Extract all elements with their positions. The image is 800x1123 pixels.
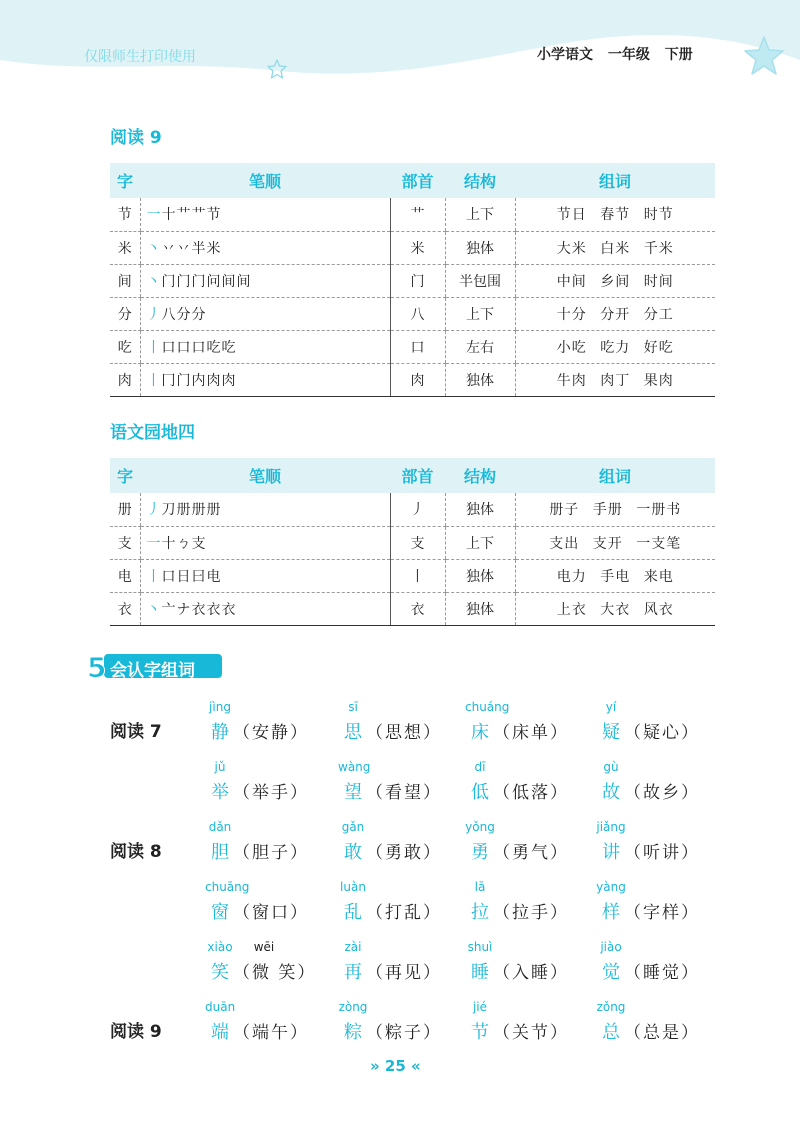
words-cell: 牛肉 肉丁 果肉	[515, 363, 715, 396]
pinyin: gǎn	[341, 820, 365, 834]
table-row	[110, 559, 715, 592]
star-icon	[266, 58, 288, 80]
words-cell: 册子 手册 一册书	[515, 493, 715, 526]
word-example: （睡觉）	[624, 963, 700, 983]
table-row	[110, 231, 715, 264]
target-char: 乱	[344, 902, 362, 923]
radical-cell: 丨	[390, 559, 445, 592]
target-char: 故	[602, 782, 620, 803]
header-char: 字	[110, 458, 140, 493]
word-entry	[596, 820, 736, 870]
table-row	[110, 592, 715, 625]
first-stroke: 丶	[146, 240, 162, 257]
structure-cell: 上下	[445, 526, 515, 559]
word-entry	[465, 940, 605, 990]
pinyin: xiào	[207, 940, 233, 954]
radical-cell: 肉	[390, 363, 445, 396]
extra-pinyin: wēi	[253, 940, 275, 954]
stroke-order-cell	[140, 297, 390, 330]
structure-cell: 独体	[445, 493, 515, 526]
word-example: （疑心）	[624, 723, 700, 743]
radical-cell: 丿	[390, 493, 445, 526]
pinyin: jié	[472, 1000, 488, 1014]
target-char: 睡	[471, 962, 489, 983]
target-char: 静	[211, 722, 229, 743]
header-stroke-order: 笔顺	[140, 163, 390, 198]
words-cell: 十分 分开 分工	[515, 297, 715, 330]
word-entry	[596, 760, 736, 810]
table-row	[110, 297, 715, 330]
first-stroke: 丶	[146, 601, 162, 618]
header-radical: 部首	[390, 458, 445, 493]
radical-cell: 衣	[390, 592, 445, 625]
header-radical: 部首	[390, 163, 445, 198]
pinyin: yàng	[596, 880, 626, 894]
pinyin: zài	[344, 940, 362, 954]
word-entry	[338, 1000, 478, 1050]
lesson-label: 阅读 9	[110, 1022, 162, 1042]
pinyin: wàng	[338, 760, 371, 774]
word-entry	[596, 700, 736, 750]
table-row	[110, 526, 715, 559]
radical-cell: 支	[390, 526, 445, 559]
word-example: （思想）	[366, 723, 442, 743]
word-entry	[465, 820, 605, 870]
word-entry	[338, 760, 478, 810]
word-example: （安静）	[233, 723, 309, 743]
stroke-order-cell	[140, 231, 390, 264]
word-entry	[465, 1000, 605, 1050]
header-char: 字	[110, 163, 140, 198]
words-cell: 电力 手电 来电	[515, 559, 715, 592]
char-cell: 节	[110, 198, 140, 231]
target-char: 望	[344, 782, 362, 803]
word-example: （勇气）	[493, 843, 569, 863]
char-cell: 册	[110, 493, 140, 526]
target-char: 节	[471, 1022, 489, 1043]
stroke-order-cell	[140, 198, 390, 231]
word-entry	[596, 940, 736, 990]
word-example: （字样）	[624, 903, 700, 923]
stroke-order-table	[110, 458, 715, 626]
structure-cell: 独体	[445, 592, 515, 625]
target-char: 思	[344, 722, 362, 743]
pinyin: jǔ	[214, 760, 226, 774]
stroke-order-cell	[140, 526, 390, 559]
pinyin: sī	[348, 700, 358, 714]
structure-cell: 独体	[445, 363, 515, 396]
first-stroke: 丨	[146, 339, 162, 356]
word-entry	[465, 880, 605, 930]
section-badge-label: 会认字组词	[110, 661, 195, 681]
target-char: 样	[602, 902, 620, 923]
pinyin: jiǎng	[596, 820, 626, 834]
target-char: 再	[344, 962, 362, 983]
first-stroke: 丨	[146, 372, 162, 389]
words-cell: 支出 支开 一支笔	[515, 526, 715, 559]
remaining-strokes: 口日曰电	[161, 568, 222, 585]
target-char: 拉	[471, 902, 489, 923]
target-char: 勇	[471, 842, 489, 863]
first-stroke: 丶	[146, 273, 162, 290]
word-example: （故乡）	[624, 783, 700, 803]
target-char: 胆	[211, 842, 229, 863]
word-example: （低落）	[493, 783, 569, 803]
word-entry	[205, 820, 345, 870]
structure-cell: 左右	[445, 330, 515, 363]
remaining-strokes: 八分分	[161, 306, 207, 323]
word-example: （胆子）	[233, 843, 309, 863]
target-char: 粽	[344, 1022, 362, 1043]
header-words: 组词	[515, 458, 715, 493]
char-cell: 间	[110, 264, 140, 297]
char-cell: 肉	[110, 363, 140, 396]
target-char: 笑	[211, 962, 229, 983]
pinyin: luàn	[340, 880, 366, 894]
char-cell: 支	[110, 526, 140, 559]
word-example: （听讲）	[624, 843, 700, 863]
word-example: （窗口）	[233, 903, 309, 923]
header-note: 仅限师生打印使用	[84, 49, 196, 65]
char-cell: 电	[110, 559, 140, 592]
header-book-title: 小学语文 一年级 下册	[537, 47, 693, 63]
word-example: （入睡）	[493, 963, 569, 983]
stroke-order-cell	[140, 493, 390, 526]
words-cell: 小吃 吃力 好吃	[515, 330, 715, 363]
word-example: （关节）	[493, 1023, 569, 1043]
remaining-strokes: 冂门内肉肉	[161, 372, 237, 389]
structure-cell: 独体	[445, 231, 515, 264]
first-stroke: 一	[146, 207, 162, 224]
pinyin: zǒng	[596, 1000, 626, 1014]
word-entry	[338, 700, 478, 750]
remaining-strokes: 口口口吃吃	[161, 339, 237, 356]
word-entry	[338, 880, 478, 930]
table-row	[110, 198, 715, 231]
first-stroke: 丿	[146, 502, 162, 519]
table-row	[110, 264, 715, 297]
target-char: 讲	[602, 842, 620, 863]
radical-cell: 米	[390, 231, 445, 264]
structure-cell: 上下	[445, 297, 515, 330]
word-example: （再见）	[366, 963, 442, 983]
table-row	[110, 330, 715, 363]
word-entry	[338, 940, 478, 990]
target-char: 敢	[344, 842, 362, 863]
radical-cell: 八	[390, 297, 445, 330]
remaining-strokes: 门门门问间间	[161, 273, 252, 290]
stroke-order-table	[110, 163, 715, 397]
header-structure: 结构	[445, 458, 515, 493]
first-stroke: 丿	[146, 306, 162, 323]
target-char: 觉	[602, 962, 620, 983]
header-structure: 结构	[445, 163, 515, 198]
target-char: 疑	[602, 722, 620, 743]
first-stroke: 丨	[146, 568, 162, 585]
target-char: 低	[471, 782, 489, 803]
stroke-order-cell	[140, 559, 390, 592]
structure-cell: 独体	[445, 559, 515, 592]
target-char: 总	[602, 1022, 620, 1043]
table-row	[110, 493, 715, 526]
pinyin: gù	[603, 760, 619, 774]
stroke-order-cell	[140, 592, 390, 625]
pinyin: yǒng	[465, 820, 495, 834]
word-example: （拉手）	[493, 903, 569, 923]
remaining-strokes: 刀册册册	[161, 502, 222, 519]
pinyin: yí	[605, 700, 617, 714]
char-cell: 米	[110, 231, 140, 264]
word-example: （微 笑）	[233, 963, 317, 983]
header-words: 组词	[515, 163, 715, 198]
word-example: （端午）	[233, 1023, 309, 1043]
char-cell: 衣	[110, 592, 140, 625]
pinyin: zòng	[338, 1000, 368, 1014]
words-cell: 节日 春节 时节	[515, 198, 715, 231]
remaining-strokes: 十ㄅ支	[161, 535, 207, 552]
pinyin: duān	[205, 1000, 236, 1014]
section-title: 语文园地四	[110, 423, 195, 443]
word-example: （总是）	[624, 1023, 700, 1043]
target-char: 举	[211, 782, 229, 803]
radical-cell: 门	[390, 264, 445, 297]
word-entry	[205, 700, 345, 750]
word-entry	[205, 880, 345, 930]
lesson-label: 阅读 8	[110, 842, 162, 862]
pinyin: jiào	[600, 940, 622, 954]
star-icon	[742, 34, 786, 78]
target-char: 床	[471, 722, 489, 743]
word-example: （打乱）	[366, 903, 442, 923]
radical-cell: 口	[390, 330, 445, 363]
table-row	[110, 363, 715, 396]
pinyin: dǎn	[208, 820, 232, 834]
stroke-order-cell	[140, 363, 390, 396]
stroke-order-cell	[140, 330, 390, 363]
radical-cell: 艹	[390, 198, 445, 231]
word-entry	[596, 880, 736, 930]
char-cell: 分	[110, 297, 140, 330]
pinyin: chuáng	[465, 700, 510, 714]
remaining-strokes: 十艹艹节	[161, 207, 222, 224]
lesson-label: 阅读 7	[110, 722, 162, 742]
target-char: 端	[211, 1022, 229, 1043]
word-example: （举手）	[233, 783, 309, 803]
pinyin: lā	[474, 880, 486, 894]
char-cell: 吃	[110, 330, 140, 363]
word-entry	[205, 1000, 345, 1050]
pinyin: dī	[474, 760, 486, 774]
first-stroke: 一	[146, 535, 162, 552]
words-cell: 大米 白米 千米	[515, 231, 715, 264]
word-entry	[205, 760, 345, 810]
word-entry	[596, 1000, 736, 1050]
page-number-value: 25	[384, 1057, 406, 1075]
word-example: （床单）	[493, 723, 569, 743]
word-example: （看望）	[366, 783, 442, 803]
words-cell: 中间 乡间 时间	[515, 264, 715, 297]
section-title: 阅读 9	[110, 128, 162, 148]
remaining-strokes: 丷丷半米	[161, 240, 222, 257]
word-example: （勇敢）	[366, 843, 442, 863]
structure-cell: 半包围	[445, 264, 515, 297]
stroke-order-cell	[140, 264, 390, 297]
word-entry	[465, 700, 605, 750]
word-entry	[465, 760, 605, 810]
page-number: » 25 «	[370, 1057, 421, 1075]
word-entry	[205, 940, 345, 990]
word-example: （粽子）	[366, 1023, 442, 1043]
remaining-strokes: 亠ナ衣衣衣	[161, 601, 237, 618]
structure-cell: 上下	[445, 198, 515, 231]
pinyin: shuì	[467, 940, 493, 954]
badge-number: 5	[87, 651, 107, 681]
pinyin: chuāng	[205, 880, 250, 894]
word-entry	[338, 820, 478, 870]
header-stroke-order: 笔顺	[140, 458, 390, 493]
target-char: 窗	[211, 902, 229, 923]
header-band	[0, 0, 800, 78]
pinyin: jìng	[209, 700, 231, 714]
words-cell: 上衣 大衣 风衣	[515, 592, 715, 625]
